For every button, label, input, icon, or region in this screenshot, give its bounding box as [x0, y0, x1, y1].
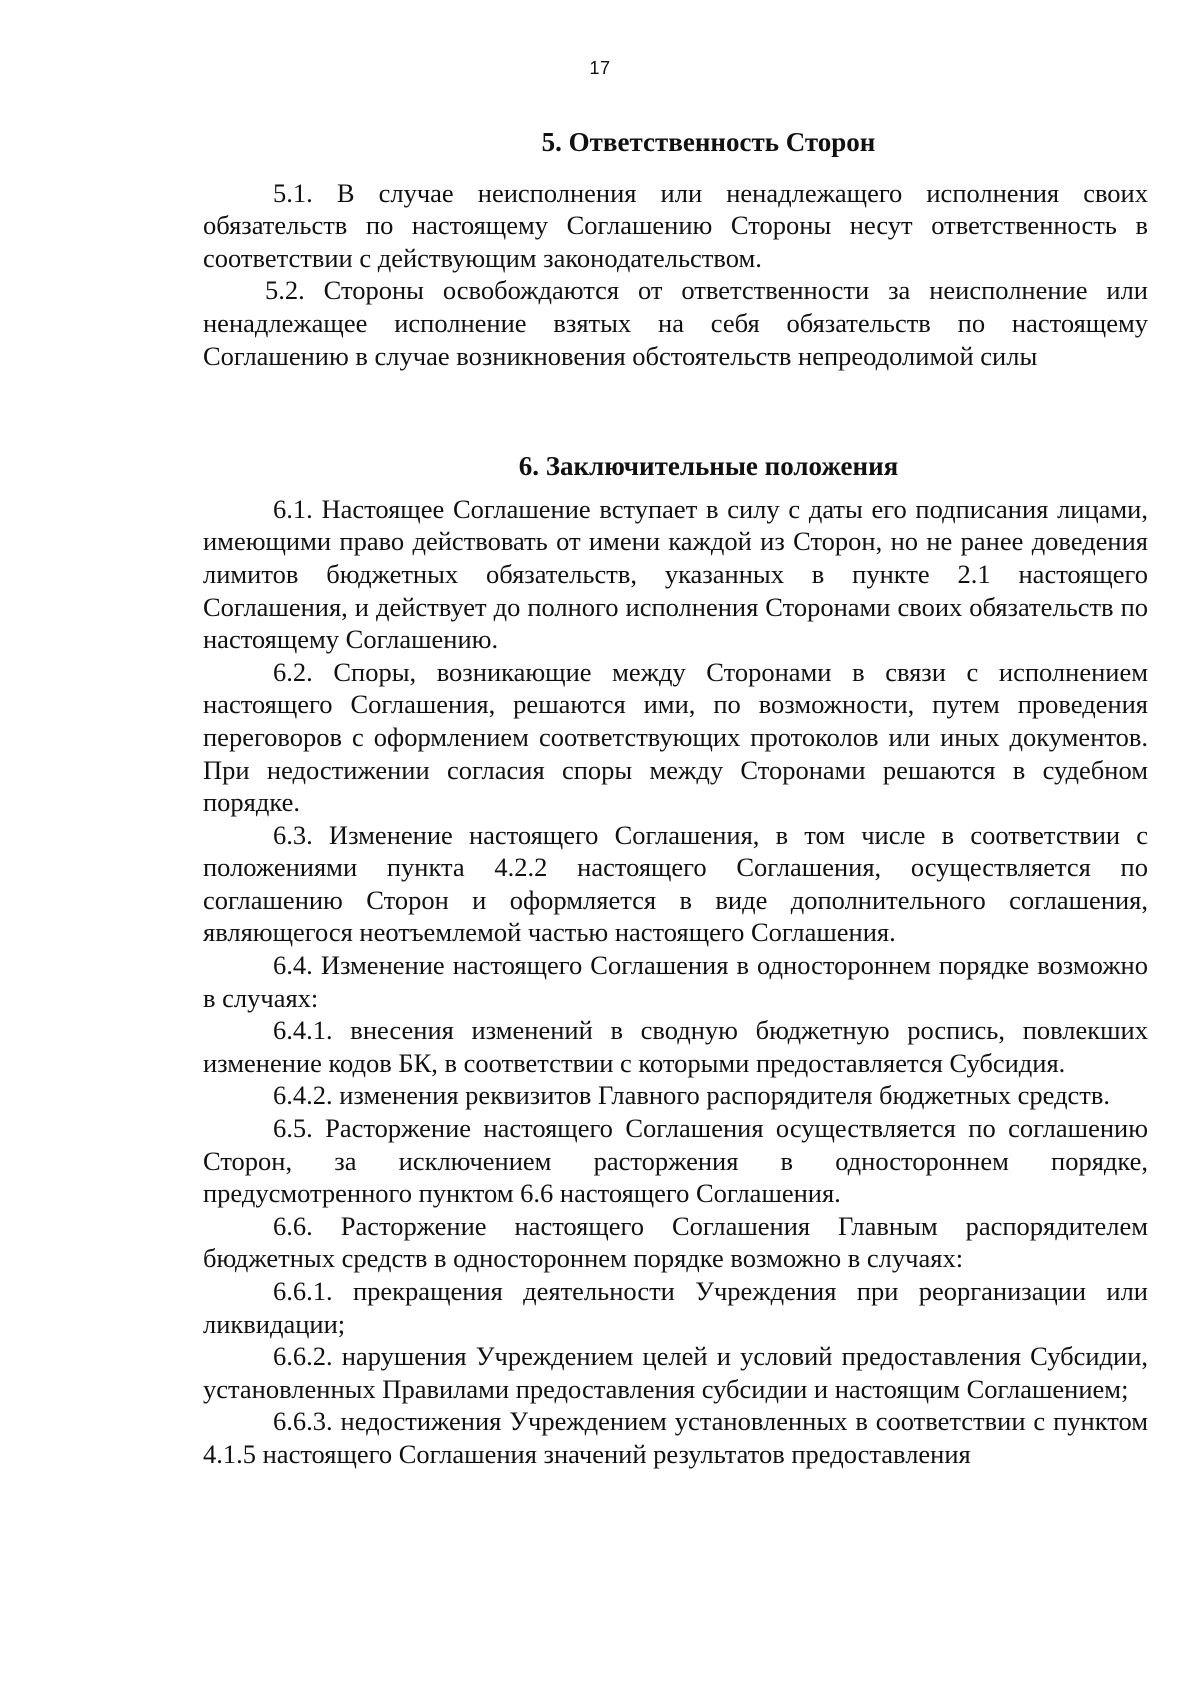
document-body	[203, 126, 1148, 1471]
paragraph-6-6-1: 6.6.1. прекращения деятельности Учреждения при реорганизации или ликвидации;	[203, 1276, 1148, 1339]
paragraph-6-3: 6.3. Изменение настоящего Соглашения, в том числе в соответствии с положениями пункта 4.2.2 настоящего Соглашения, осуществляется по соглашению Сторон и оформляется в виде дополнительного соглашения, являющегося неотъемлемой частью настоящего Соглашения.	[203, 819, 1148, 948]
paragraph-6-4-2: 6.4.2. изменения реквизитов Главного распорядителя бюджетных средств.	[273, 1080, 1111, 1111]
paragraph-6-5: 6.5. Расторжение настоящего Соглашения осуществляется по соглашению Сторон, за исключением расторжения в одностороннем порядке, предусмотренного пунктом 6.6 настоящего Соглашения.	[203, 1113, 1148, 1209]
paragraph-6-6: 6.6. Расторжение настоящего Соглашения Главным распорядителем бюджетных средств в одностороннем порядке возможно в случаях:	[203, 1210, 1148, 1274]
paragraph-6-4: 6.4. Изменение настоящего Соглашения в одностороннем порядке возможно в случаях:	[203, 950, 1148, 1013]
paragraph-6-2: 6.2. Споры, возникающие между Сторонами в связи с исполнением настоящего Соглашения, решаются ими, по возможности, путем проведения переговоров с оформлением соответствующих протоколов или иных документов. При недостижении согласия споры между Сторонами решаются в судебном порядке.	[203, 656, 1148, 818]
paragraph-5-1: 5.1. В случае неисполнения или ненадлежащего исполнения своих обязательств по настоящему Соглашению Стороны несут ответственность в соответствии с действующим законодательством.	[203, 177, 1148, 273]
paragraph-5-2: 5.2. Стороны освобождаются от ответственности за неисполнение или ненадлежащее исполнение взятых на себя обязательств по настоящему Соглашению в случае возникновения обстоятельств непреодолимой силы	[203, 275, 1148, 371]
paragraph-6-6-3: 6.6.3. недостижения Учреждением установленных в соответствии с пунктом 4.1.5 настоящего Соглашения значений результатов предоставления	[203, 1406, 1148, 1469]
section-6-heading: 6. Заключительные положения	[518, 451, 899, 482]
section-5-heading: 5. Ответственность Сторон	[541, 127, 876, 157]
page-number: 17	[589, 58, 611, 78]
paragraph-6-6-2: 6.6.2. нарушения Учреждением целей и условий предоставления Субсидии, установленных Правилами предоставления субсидии и настоящим Соглашением;	[203, 1341, 1148, 1404]
paragraph-6-4-1: 6.4.1. внесения изменений в сводную бюджетную роспись, повлекших изменение кодов БК, в соответствии с которыми предоставляется Субсидия.	[203, 1015, 1148, 1078]
paragraph-6-1: 6.1. Настоящее Соглашение вступает в силу с даты его подписания лицами, имеющими право действовать от имени каждой из Сторон, но не ранее доведения лимитов бюджетных обязательств, указанных в пункте 2.1 настоящего Соглашения, и действует до полного исполнения Сторонами своих обязательств по настоящему Соглашению.	[203, 493, 1148, 655]
